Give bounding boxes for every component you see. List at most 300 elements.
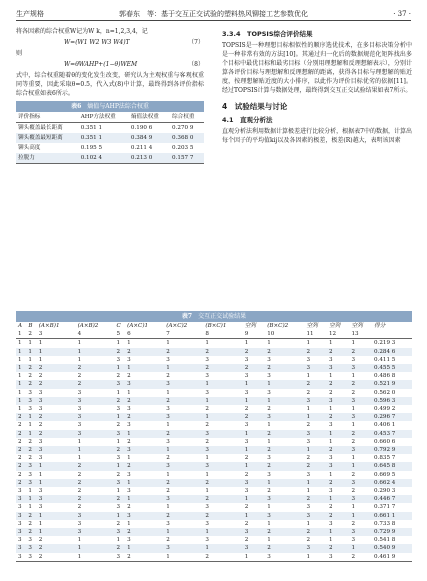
table7-column-number: 1: [18, 331, 22, 338]
table7-cell: 1: [28, 488, 32, 495]
table7-cell: 3: [244, 488, 249, 495]
table6-row: [16, 153, 204, 164]
table7-cell: 3: [328, 520, 333, 527]
table7-cell: 3: [306, 356, 311, 363]
table7-cell: 0.455 5: [374, 365, 396, 372]
table7-cell: 1: [306, 447, 311, 454]
table7-cell: 0.406 1: [374, 422, 396, 429]
table7-cell: 3: [77, 422, 82, 429]
page-number: · 37 ·: [393, 9, 411, 18]
table7-cell: 1: [205, 414, 209, 421]
table7-cell: 2: [267, 463, 271, 470]
table7-cell: 1: [38, 471, 43, 478]
table7-cell: 1: [116, 340, 120, 347]
table7-cell: 3: [77, 389, 82, 396]
table7-cell: 2: [351, 488, 356, 495]
table7-cell: 2: [38, 553, 43, 560]
table7-cell: 1: [77, 356, 82, 363]
table7-cell: 0.499 2: [374, 406, 396, 413]
table7-cell: 2: [77, 463, 82, 470]
table7-cell: 3: [351, 529, 356, 536]
table7-cell: 2: [116, 496, 120, 503]
table7-cell: 3: [267, 414, 271, 421]
subsection-3-3-4: 3.3.4 TOPSIS综合评价结果: [222, 30, 313, 38]
table7-cell: 2: [244, 406, 249, 413]
table7-caption: 表7 交互正交试验结果: [16, 311, 412, 322]
table7-cell: 3: [267, 389, 271, 396]
table7-cell: 2: [77, 479, 82, 486]
table7-cell: 3: [116, 504, 120, 511]
table7-cell: 2: [18, 422, 22, 429]
table7-cell: 1: [328, 537, 333, 544]
table7-cell: 2: [306, 529, 311, 536]
table7-cell: 3: [127, 471, 131, 478]
table7-cell: 1: [116, 488, 120, 495]
table6-cell: 0.157 7: [172, 154, 194, 161]
left-column: [16, 27, 204, 164]
table7-cell: 2: [18, 455, 22, 462]
table7-cell: 3: [267, 512, 271, 519]
table7-cell: 2: [205, 406, 209, 413]
table7-cell: 1: [18, 356, 22, 363]
table7-factor-header: (A×B)2: [77, 323, 99, 329]
table7-cell: 1: [205, 381, 209, 388]
table7-factor-header: (A×B)1: [38, 323, 60, 329]
table7-row: [16, 495, 412, 503]
table7-cell: 2: [18, 414, 22, 421]
table7-cell: 0.521 9: [374, 381, 396, 388]
table7-cell: 0.669 5: [374, 471, 396, 478]
table7-cell: 3: [38, 504, 43, 511]
table7-cell: 3: [267, 496, 271, 503]
table7-cell: 3: [328, 365, 333, 372]
table6-cell: 0.213 0: [130, 154, 153, 161]
table7-cell: 3: [351, 356, 356, 363]
table7-cell: 1: [166, 365, 170, 372]
table7-cell: 1: [18, 389, 22, 396]
table7-cell: 3: [205, 504, 209, 511]
table6-cell: 0.203 5: [172, 144, 194, 151]
table7-cell: 3: [38, 406, 43, 413]
table7-cell: 2: [306, 496, 311, 503]
table7-cell: 2: [18, 471, 22, 478]
table7-row: [16, 348, 412, 356]
table7-cell: 1: [205, 529, 209, 536]
table7-cell: 3: [18, 504, 22, 511]
table7-cell: 2: [77, 488, 82, 495]
table7-cell: 2: [38, 545, 43, 552]
paragraph-then: 则: [16, 50, 23, 57]
table7-cell: 2: [306, 455, 311, 462]
table7-cell: 1: [28, 496, 32, 503]
table7-cell: 0.645 8: [374, 463, 396, 470]
table7-cell: 3: [244, 545, 249, 552]
table7-column-number: 6: [127, 331, 131, 338]
table7-row: [16, 520, 412, 528]
table7-cell: 1: [38, 356, 43, 363]
table7-cell: 0.461 9: [374, 553, 396, 560]
table7-cell: 1: [351, 373, 356, 380]
table7-cell: 0.219 3: [374, 340, 396, 347]
table7-cell: 1: [28, 356, 32, 363]
table7-cell: 0.296 7: [374, 414, 396, 421]
table7-factor-header: 得分: [374, 323, 386, 329]
table7-cell: 2: [244, 348, 249, 355]
table7-cell: 3: [116, 455, 120, 462]
table7-cell: 2: [18, 438, 22, 445]
table7-cell: 3: [28, 545, 32, 552]
table7-cell: 1: [166, 471, 170, 478]
table7-cell: 1: [205, 397, 209, 404]
table7-cell: 1: [328, 496, 333, 503]
table7-cell: 1: [77, 438, 82, 445]
table7-cell: 1: [116, 512, 120, 519]
table7-cell: 1: [267, 381, 271, 388]
table7-cell: 1: [351, 455, 356, 462]
table7-cell: 2: [306, 463, 311, 470]
table7-cell: 3: [38, 397, 43, 404]
table7-cell: 3: [116, 553, 120, 560]
table7-cell: 1: [267, 422, 271, 429]
table7-cell: 2: [127, 529, 131, 536]
table7-cell: 2: [166, 397, 170, 404]
table7-cell: 3: [127, 406, 131, 413]
table7-cell: 3: [205, 389, 209, 396]
table7-cell: 2: [351, 520, 356, 527]
table6-cell: 0.270 9: [172, 124, 194, 131]
table7-cell: 1: [244, 553, 249, 560]
table7-cell: 1: [166, 504, 170, 511]
table7-cell: 1: [267, 438, 271, 445]
paragraph-weights: 将各因素的综合权重W记为W k，n=1,2,3,4，记: [16, 28, 148, 35]
table7-cell: 3: [77, 406, 82, 413]
table7-cell: 2: [28, 529, 32, 536]
table7-column-number: 5: [116, 331, 120, 338]
table7-cell: 1: [267, 340, 271, 347]
table7-column-number: 11: [306, 331, 314, 338]
table7-cell: 2: [328, 389, 333, 396]
table7-cell: 2: [351, 553, 356, 560]
table7-cell: 2: [28, 365, 32, 372]
table7-cell: 3: [28, 471, 32, 478]
table6: [16, 112, 204, 164]
paragraph-topsis: TOPSIS是一种理想目标相似性的顺序选优技术，在多目标决策分析中是一种非常有效的方法[10]。其通过归一化后的数据规范化矩阵找出多个目标中最优目标和最劣目标（分别用理想解和反理想解表示），分别计算各评价目标与理想解和反理想解的距离，获得各目标与理想解的贴近度，按理想解贴近度的大小排序，以此作为评价目标优劣的依据[11]。经过TOPSIS计算与数据处理，最终得到交互正交试验结果如表7所示。: [222, 42, 412, 94]
table7-cell: 3: [306, 504, 311, 511]
table7-cell: 1: [18, 381, 22, 388]
table7-cell: 2: [351, 438, 356, 445]
table7-cell: 2: [116, 348, 120, 355]
table7-cell: 1: [166, 553, 170, 560]
table7-cell: 1: [38, 463, 43, 470]
table7-cell: 2: [166, 479, 170, 486]
equation-8: W=θWAHP+(1−θ)WEM （8）: [64, 61, 204, 68]
table7-cell: 3: [244, 479, 249, 486]
table7-cell: 1: [116, 414, 120, 421]
table7-cell: 3: [205, 537, 209, 544]
table7-cell: 1: [166, 340, 170, 347]
table7-cell: 2: [28, 455, 32, 462]
table7-factor-header: 空列: [328, 323, 341, 329]
table7-cell: 3: [244, 356, 249, 363]
table7-cell: 3: [38, 447, 43, 454]
table7-cell: 1: [77, 447, 82, 454]
table7-cell: 0.371 7: [374, 504, 396, 511]
table7-cell: 0.733 8: [374, 520, 396, 527]
table7-cell: 2: [306, 537, 311, 544]
table7-cell: 3: [18, 537, 22, 544]
table7-row: [16, 512, 412, 520]
table7-cell: 3: [127, 537, 131, 544]
table7-cell: 1: [166, 529, 170, 536]
table7-cell: 2: [267, 430, 271, 437]
table7-column-number: 10: [267, 331, 275, 338]
table7-cell: 3: [38, 488, 43, 495]
table7-cell: 3: [77, 430, 82, 437]
table7-column-number: 13: [351, 331, 359, 338]
table7-cell: 0.729 9: [374, 529, 396, 536]
table7-cell: 1: [244, 340, 249, 347]
table7-cell: 3: [77, 397, 82, 404]
table7-cell: 2: [205, 348, 209, 355]
table7-cell: 2: [38, 381, 43, 388]
table7-cell: 3: [18, 512, 22, 519]
table7-cell: 2: [166, 373, 170, 380]
table7-cell: 1: [18, 365, 22, 372]
table7-cell: 1: [166, 389, 170, 396]
table7-cell: 1: [38, 479, 43, 486]
table7-cell: 1: [116, 389, 120, 396]
table7-cell: 1: [328, 373, 333, 380]
table7-cell: 2: [28, 438, 32, 445]
table7-factor-header: (A×C)2: [166, 323, 188, 329]
table7-cell: 1: [18, 340, 22, 347]
table7-row: [16, 446, 412, 454]
table7-cell: 1: [38, 348, 43, 355]
table7-cell: 2: [328, 504, 333, 511]
table7-cell: 2: [127, 504, 131, 511]
table7-row: [16, 553, 412, 562]
table7-row: [16, 528, 412, 536]
table7-cell: 3: [28, 406, 32, 413]
table7-cell: 3: [127, 512, 131, 519]
table7-cell: 3: [116, 430, 120, 437]
table7-cell: 1: [77, 553, 82, 560]
table7-cell: 3: [18, 529, 22, 536]
table7-cell: 3: [306, 397, 311, 404]
table7-cell: 1: [38, 520, 43, 527]
table7-cell: 3: [127, 447, 131, 454]
table7-column-number: [372, 330, 412, 339]
table7-cell: 1: [38, 340, 43, 347]
table7-cell: 3: [205, 463, 209, 470]
table7-cell: 3: [77, 529, 82, 536]
table7-cell: 2: [351, 348, 356, 355]
table7-cell: 3: [28, 479, 32, 486]
table7-cell: 3: [351, 397, 356, 404]
table7-cell: 0.453 7: [374, 430, 396, 437]
table7-cell: 1: [77, 348, 82, 355]
table7-cell: 2: [267, 348, 271, 355]
table7-column-number: 9: [244, 331, 249, 338]
table7-cell: 1: [328, 430, 333, 437]
table7-cell: 3: [267, 373, 271, 380]
table7-cell: 3: [306, 471, 311, 478]
table7-cell: 3: [166, 406, 170, 413]
table7-cell: 2: [166, 430, 170, 437]
table7-cell: 3: [166, 520, 170, 527]
table7-cell: 3: [38, 496, 43, 503]
table7-cell: 2: [244, 471, 249, 478]
table7-cell: 1: [28, 422, 32, 429]
table7-cell: 2: [127, 414, 131, 421]
table7-row: [16, 487, 412, 495]
table7-cell: 2: [306, 389, 311, 396]
table7-cell: 1: [306, 553, 311, 560]
table7-cell: 3: [166, 414, 170, 421]
table7-cell: 2: [244, 365, 249, 372]
table7-cell: 2: [77, 365, 82, 372]
table7-cell: 1: [267, 537, 271, 544]
table7-row: [16, 454, 412, 462]
table7-row: [16, 380, 412, 388]
table7-cell: 1: [267, 520, 271, 527]
table7-cell: 1: [244, 381, 249, 388]
table7-cell: 3: [328, 553, 333, 560]
table7-cell: 2: [244, 455, 249, 462]
table7-cell: 3: [116, 479, 120, 486]
table7-cell: 3: [267, 471, 271, 478]
table7-cell: 3: [18, 488, 22, 495]
table7-row: [16, 339, 412, 348]
table6-row: [16, 143, 204, 153]
article-title-header: 郭春东 等：基于交互正交试验的塑料热风铆接工艺参数优化: [119, 9, 308, 18]
table6-cell: 0.384 9: [130, 134, 153, 141]
table7-cell: 2: [28, 520, 32, 527]
table7-column-number: 2: [28, 331, 32, 338]
table7-cell: 2: [166, 488, 170, 495]
table6-header-cell: 综合权重: [172, 113, 195, 120]
table7-cell: 3: [166, 463, 170, 470]
journal-section: 生产规格: [16, 9, 44, 18]
table6-cell: 0.211 4: [130, 144, 153, 151]
table7-row: [16, 471, 412, 479]
table7-cell: 1: [116, 537, 120, 544]
table7-factor-header: B: [28, 323, 33, 329]
table7-factor-header: 空列: [244, 323, 256, 329]
table7-cell: 3: [127, 381, 131, 388]
table7-cell: 1: [328, 471, 333, 478]
table7-cell: 2: [267, 488, 271, 495]
table7-cell: 1: [77, 537, 82, 544]
table7-cell: 2: [205, 438, 209, 445]
table7-row: [16, 413, 412, 421]
section-4-heading: 4 试验结果与讨论: [222, 102, 288, 111]
table7-cell: 3: [306, 438, 311, 445]
table7-row: [16, 544, 412, 552]
table7-cell: 3: [116, 529, 120, 536]
table7-row: [16, 462, 412, 470]
subsection-4-1: 4.1 直观分析法: [222, 116, 273, 124]
table6-caption: 表6 熵值与AHP法综合权重: [16, 101, 204, 112]
table7-cell: 1: [205, 488, 209, 495]
table7-row: [16, 356, 412, 364]
table6-cell: 0.195 5: [80, 144, 103, 151]
table7-cell: 2: [38, 537, 43, 544]
table7-cell: 3: [328, 463, 333, 470]
table7-column-number: 12: [328, 331, 337, 338]
table7-cell: 2: [77, 496, 82, 503]
table7-cell: 0.662 4: [374, 479, 396, 486]
table6-header-cell: AHP方法权重: [80, 113, 116, 120]
table7-cell: 1: [28, 414, 32, 421]
table7-cell: 2: [267, 365, 271, 372]
table7-cell: 3: [28, 553, 32, 560]
table7-cell: 2: [18, 463, 22, 470]
table7-cell: 2: [267, 406, 271, 413]
table6-cell: 0.351 1: [80, 124, 103, 131]
table7-cell: 1: [127, 520, 131, 527]
table7-cell: 2: [38, 414, 43, 421]
table7-cell: 3: [267, 553, 271, 560]
table7-cell: 2: [244, 537, 249, 544]
table7-factor-header: 空列: [351, 323, 363, 329]
table6-header-cell: 熵值法权重: [130, 113, 159, 120]
table6-row: [16, 123, 204, 134]
table7-cell: 3: [328, 422, 333, 429]
table7-cell: 2: [328, 545, 333, 552]
table7-cell: 1: [351, 545, 356, 552]
table7-cell: 1: [205, 340, 209, 347]
table7-cell: 3: [18, 496, 22, 503]
table7-cell: 1: [116, 365, 120, 372]
right-column: [222, 27, 412, 145]
table7-cell: 1: [328, 406, 333, 413]
table7-cell: 2: [127, 463, 131, 470]
table6-cell: 0.102 4: [80, 154, 103, 161]
table7-cell: 1: [77, 340, 82, 347]
table7-cell: 2: [328, 414, 333, 421]
table7-cell: 2: [306, 348, 311, 355]
table7-cell: 3: [38, 455, 43, 462]
table7-cell: 2: [77, 504, 82, 511]
table7-cell: 1: [351, 406, 356, 413]
table7-cell: 2: [267, 529, 271, 536]
table7-cell: 3: [306, 365, 311, 372]
paragraph-visual-analysis: 直观分析法利用数据计算极差进行比较分析，根据表7中的数据，计算出每个因子的平均值kij以及各因素的极差，极差(R)越大，表明该因素: [222, 128, 412, 144]
table7-cell: 0.284 6: [374, 348, 396, 355]
table7-cell: 0.835 7: [374, 455, 396, 462]
table7-cell: 1: [351, 422, 356, 429]
table7-cell: 3: [244, 389, 249, 396]
table7-block: [16, 308, 412, 562]
table6-cell: 0.351 1: [80, 134, 103, 141]
table6-cell: 铆头高度: [18, 144, 41, 151]
table7-cell: 1: [116, 463, 120, 470]
table7-cell: 3: [38, 389, 43, 396]
table7-cell: 2: [77, 381, 82, 388]
table7-cell: 2: [306, 381, 311, 388]
table7-cell: 1: [351, 340, 356, 347]
table7-cell: 0.411 5: [374, 356, 396, 363]
table7-cell: 2: [328, 512, 333, 519]
table7-cell: 3: [18, 520, 22, 527]
table7-cell: 3: [127, 488, 131, 495]
table7-cell: 1: [127, 430, 131, 437]
table7-cell: 2: [351, 381, 356, 388]
table7-cell: 3: [205, 430, 209, 437]
table7-cell: 3: [351, 479, 356, 486]
table7-cell: 2: [166, 512, 170, 519]
